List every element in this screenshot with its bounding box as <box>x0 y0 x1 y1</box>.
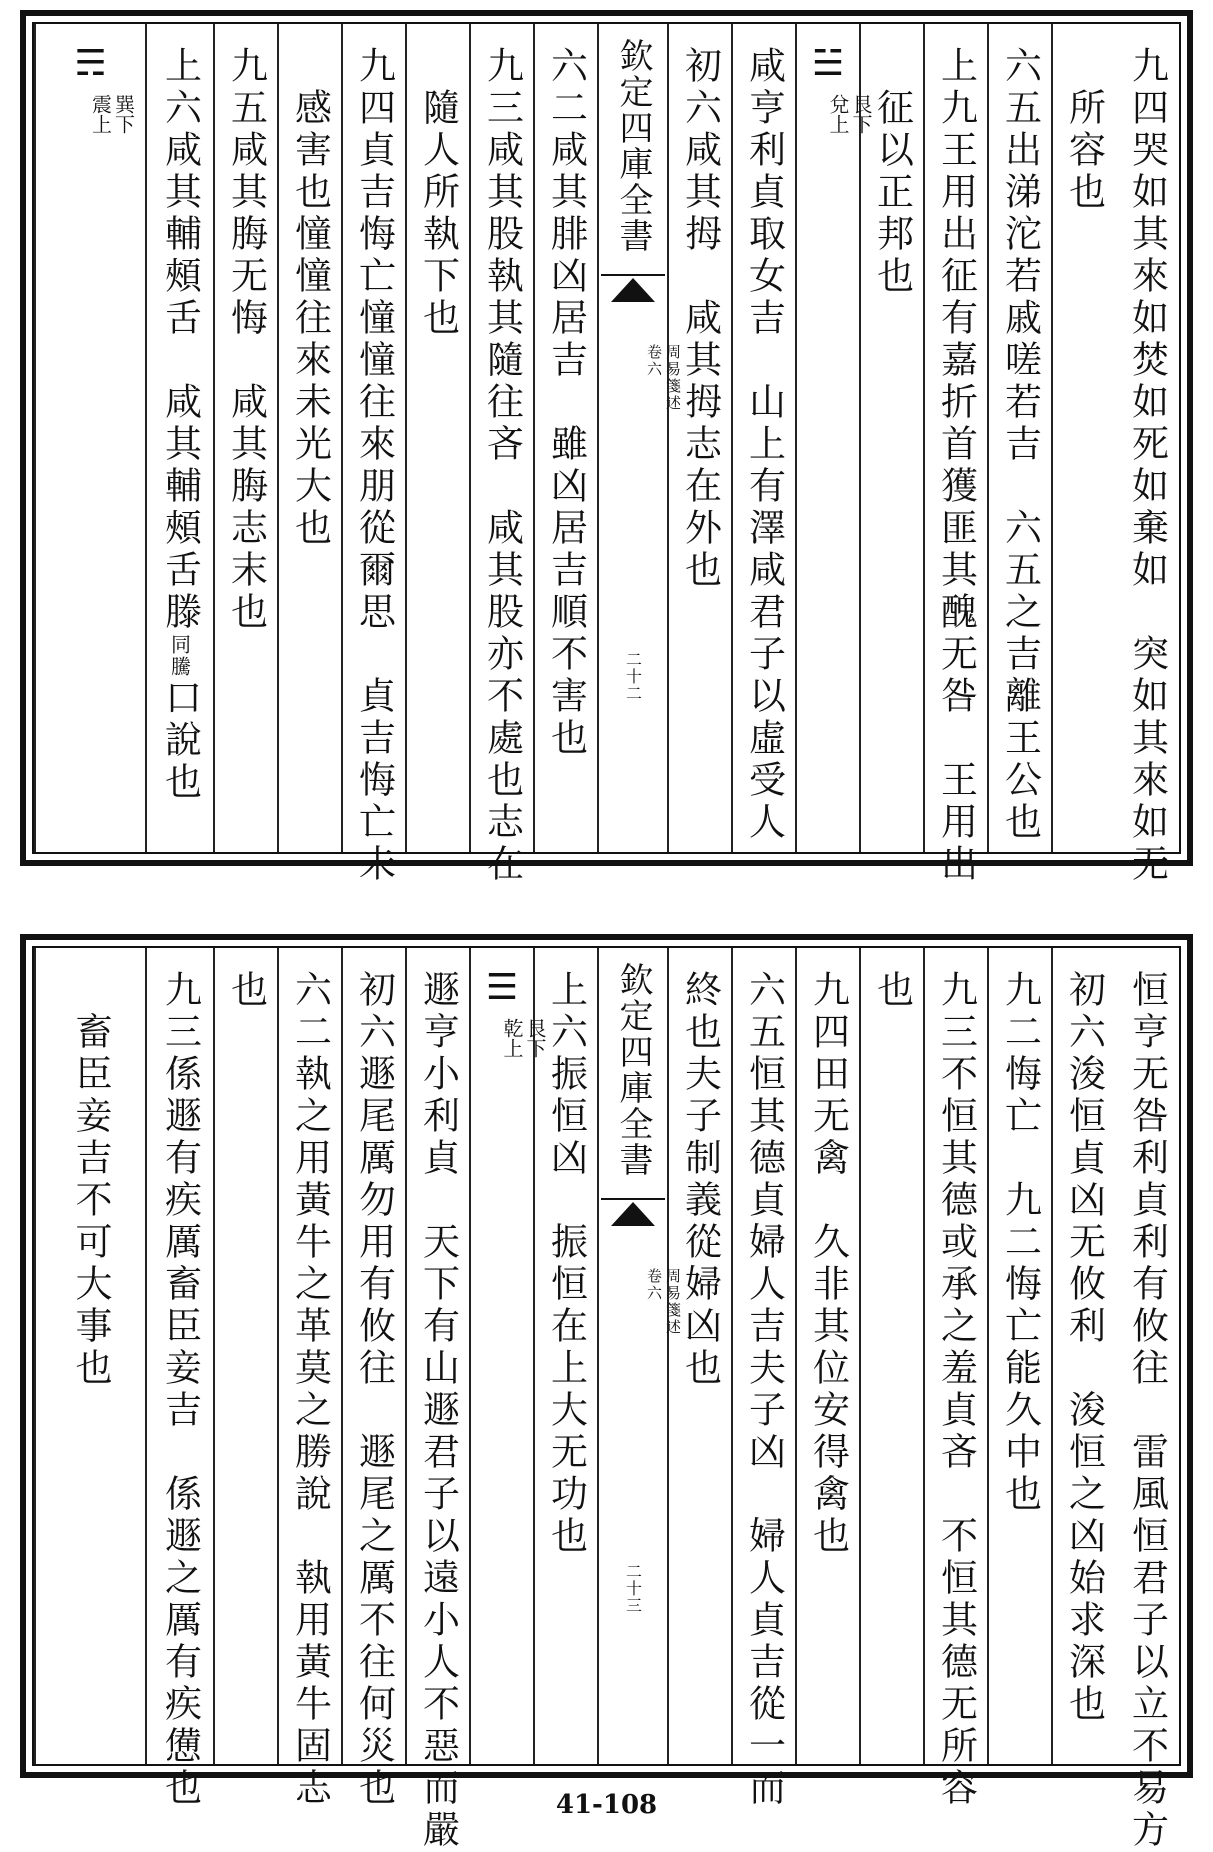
column-text: 終也夫子制義從婦凶也 <box>678 970 722 1390</box>
column-text: 九四貞吉悔亡憧憧往來朋從爾思 貞吉悔亡未 <box>352 46 396 886</box>
trigram-upper: 乾上 <box>500 1018 524 1058</box>
column <box>341 24 405 886</box>
volume-number: 卷六 <box>645 344 663 378</box>
top-page-frame <box>20 10 1193 886</box>
column-text: 上九王用出征有嘉折首獲匪其醜无咎 王用出 <box>934 46 978 886</box>
column-text: 九三不恒其德或承之羞貞吝 不恒其德无所容 <box>934 970 978 1810</box>
column-text: 初六浚恒貞凶无攸利 浚恒之凶始求深也 <box>1062 970 1106 1726</box>
folio-number: 二十三 <box>623 1563 643 1614</box>
column-text: 九四田无禽 久非其位安得禽也 <box>806 970 850 1558</box>
column-text: 六二咸其腓凶居吉 雖凶居吉順不害也 <box>544 46 588 760</box>
column <box>1115 24 1179 886</box>
column-text: 初六咸其拇 咸其拇志在外也 <box>678 46 722 592</box>
column <box>533 24 597 852</box>
column <box>1115 948 1179 1852</box>
column-text: 上六咸其輔頰舌 咸其輔頰舌滕同騰口說也 <box>158 46 202 804</box>
column-text: 征以正邦也 <box>870 46 914 298</box>
column <box>34 948 145 1764</box>
fish-tail-mark <box>601 274 665 312</box>
trigram-labels <box>785 94 871 134</box>
column <box>1051 24 1115 852</box>
book-title: 欽定四庫全書 <box>613 962 653 1178</box>
column <box>145 24 213 852</box>
column-text: 九二悔亡 九二悔亡能久中也 <box>998 970 1042 1516</box>
trigram-lower: 艮下 <box>523 1018 547 1058</box>
column-text: 初六遯尾厲勿用有攸往 遯尾之厲不往何災也 <box>352 970 396 1810</box>
fish-tail-mark <box>601 1198 665 1236</box>
hexagram-column <box>469 948 547 1764</box>
column <box>469 24 533 886</box>
column <box>987 24 1051 852</box>
column-text: 遯亨小利貞 天下有山遯君子以遠小人不惡而嚴 <box>416 970 460 1852</box>
column-text: 也 <box>870 970 914 1012</box>
column-text: 恒亨无咎利貞利有攸往 雷風恒君子以立不易方 <box>1125 970 1169 1852</box>
column-text: 感害也憧憧往來未光大也 <box>288 46 332 550</box>
volume-number: 卷六 <box>645 1268 663 1302</box>
column-text: 所容也 <box>1062 46 1106 214</box>
trigram-upper: 兌上 <box>826 94 850 134</box>
trigram-lower: 艮下 <box>849 94 873 134</box>
volume-info <box>586 1268 680 1336</box>
trigram-lower: 巽下 <box>111 94 136 134</box>
volume-info <box>586 344 680 412</box>
column-text: 六二執之用黃牛之革莫之勝說 執用黃牛固志 <box>288 970 332 1810</box>
column <box>859 24 923 852</box>
column <box>987 948 1051 1764</box>
column <box>859 948 923 1764</box>
column <box>664 24 731 852</box>
work-title: 周易箋述 <box>664 344 682 412</box>
column <box>213 24 277 852</box>
center-fold <box>597 24 682 852</box>
column-text: 六五恒其德貞婦人吉夫子凶 婦人貞吉從一而 <box>742 970 786 1810</box>
folio-number: 二十二 <box>623 651 643 702</box>
column <box>341 948 405 1810</box>
page-label: 41-108 <box>555 1790 658 1820</box>
hexagram-symbol: ☱ <box>811 43 845 84</box>
column <box>277 24 341 852</box>
column <box>731 24 795 852</box>
column-text: 上六振恒凶 振恒在上大无功也 <box>544 970 588 1558</box>
column <box>731 948 795 1810</box>
hexagram-column <box>795 24 873 852</box>
trigram-labels <box>459 1018 545 1058</box>
column <box>277 948 341 1810</box>
column <box>405 948 469 1852</box>
top-page-columns <box>32 22 1181 886</box>
column <box>664 948 731 1764</box>
column <box>795 948 859 1764</box>
column <box>213 948 277 1764</box>
trigram-labels <box>48 94 134 134</box>
column-text: 九五咸其脢无悔 咸其脢志末也 <box>224 46 268 634</box>
hexagram-column <box>34 24 145 852</box>
column-text: 隨人所執下也 <box>416 46 460 340</box>
column-text: 九三係遯有疾厲畜臣妾吉 係遯之厲有疾憊也 <box>158 970 202 1810</box>
column-text: 九四哭如其來如焚如死如棄如 突如其來如无 <box>1125 46 1169 886</box>
column <box>1051 948 1115 1764</box>
column <box>145 948 213 1810</box>
column-text: 咸亨利貞取女吉 山上有澤咸君子以虛受人 <box>742 46 786 844</box>
interlinear-note: 同騰 <box>167 634 192 678</box>
column-text: 畜臣妾吉不可大事也 <box>69 970 112 1390</box>
book-title: 欽定四庫全書 <box>613 38 653 254</box>
column <box>923 948 987 1810</box>
work-title: 周易箋述 <box>664 1268 682 1336</box>
hexagram-symbol: ☰ <box>485 967 519 1008</box>
column <box>533 948 597 1764</box>
center-fold <box>597 948 682 1764</box>
column-text: 九三咸其股執其隨往吝 咸其股亦不處也志在 <box>480 46 524 886</box>
column <box>923 24 987 886</box>
column-text: 也 <box>224 970 268 1012</box>
hexagram-symbol: ☴ <box>74 43 107 84</box>
column <box>405 24 469 852</box>
trigram-upper: 震上 <box>88 94 113 134</box>
column-text: 六五出涕沱若戚嗟若吉 六五之吉離王公也 <box>998 46 1042 844</box>
top-page <box>0 0 1213 886</box>
